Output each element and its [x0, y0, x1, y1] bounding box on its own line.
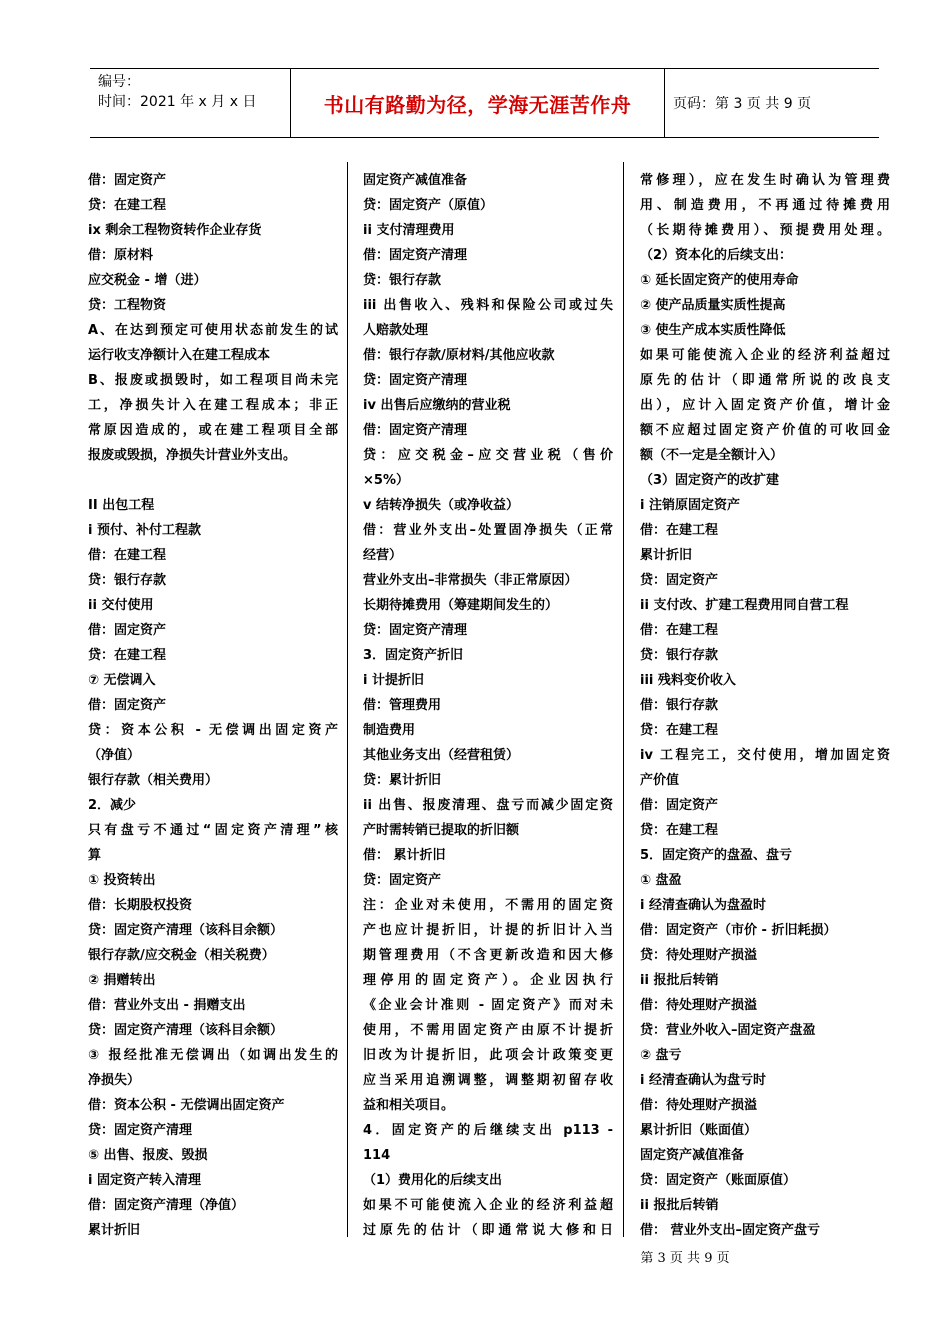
text-line: 用、制造费用，不再通过待摊费用 [640, 198, 890, 213]
text-line: 原先的估计（即通常所说的改良支 [640, 373, 890, 388]
text-line: 固定资产减值准备 [640, 1148, 745, 1163]
text-line: v 结转净损失（或净收益） [363, 498, 520, 513]
text-line: ×5%） [363, 473, 409, 488]
header-page-cell [665, 69, 879, 137]
text-line: B、报废或损毁时，如工程项目尚未完 [88, 373, 338, 388]
text-line: 贷：银行存款 [640, 648, 719, 663]
text-line: 应交税金 - 增（进） [88, 273, 207, 288]
text-line: 贷：固定资产 [363, 873, 442, 888]
text-line: ② 盘亏 [640, 1048, 682, 1063]
text-line: 贷：固定资产（账面原值） [640, 1173, 797, 1188]
text-line: 贷：固定资产清理 [363, 623, 468, 638]
text-line: 借：固定资产 [640, 798, 719, 813]
text-line: 借：银行存款/原材料/其他应收款 [363, 348, 555, 363]
text-line: 4．固定资产的后继续支出 p113 - [363, 1123, 613, 1138]
text-line: 借：原材料 [88, 248, 154, 263]
text-line: 借：固定资产清理（净值） [88, 1198, 245, 1213]
page-footer: 第 3 页 共 9 页 [640, 1251, 730, 1266]
text-line: 常原因造成的，或在建工程项目全部 [88, 423, 338, 438]
text-line: 贷：固定资产（原值） [363, 198, 494, 213]
text-line: 净损失） [88, 1073, 141, 1088]
text-line: 借：固定资产（市价 - 折旧耗损） [640, 923, 837, 938]
text-line: 借：在建工程 [88, 548, 167, 563]
text-line: 出），应计入固定资产价值，增计金 [640, 398, 890, 413]
text-line: i 经清查确认为盘亏时 [640, 1073, 766, 1088]
text-line: 如果不可能使流入企业的经济利益超 [363, 1198, 613, 1213]
text-line: 期管理费用（不含更新改造和因大修 [363, 948, 613, 963]
text-line: ii 交付使用 [88, 598, 154, 613]
text-line: 借：待处理财产损溢 [640, 1098, 758, 1113]
text-line: ③ 使生产成本实质性降低 [640, 323, 786, 338]
text-line: 银行存款（相关费用） [88, 773, 219, 788]
text-line: 人赔款处理 [363, 323, 429, 338]
text-line: ii 支付改、扩建工程费用同自营工程 [640, 598, 849, 613]
text-line: 借：资本公积 - 无偿调出固定资产 [88, 1098, 285, 1113]
text-line: 贷：营业外收入–固定资产盘盈 [640, 1023, 816, 1038]
text-line: （3）固定资产的改扩建 [640, 473, 780, 488]
text-line: i 注销原固定资产 [640, 498, 740, 513]
text-column-1 [88, 168, 338, 1243]
text-line: 益和相关项目。 [363, 1098, 455, 1113]
text-line: 贷：银行存款 [88, 573, 167, 588]
text-line: 借：固定资产 [88, 173, 167, 188]
text-line: iii 出售收入、残料和保险公司或过失 [363, 298, 613, 313]
text-line: ii 出售、报废清理、盘亏而减少固定资 [363, 798, 613, 813]
text-line: 运行收支净额计入在建工程成本 [88, 348, 271, 363]
column-divider [347, 162, 348, 1237]
text-line: 注：企业对未使用，不需用的固定资 [363, 898, 613, 913]
text-line: 贷：银行存款 [363, 273, 442, 288]
text-line: ② 捐赠转出 [88, 973, 156, 988]
text-line: 114 [363, 1148, 391, 1163]
time-line: 时间：2021 年 x 月 x 日 [98, 94, 257, 110]
text-line: 贷：待处理财产损溢 [640, 948, 758, 963]
text-line: 借：固定资产清理 [363, 423, 468, 438]
text-line: 借：营业外支出 - 捐赠支出 [88, 998, 246, 1013]
text-line: 借： 营业外支出–固定资产盘亏 [640, 1223, 821, 1238]
text-line: iv 出售后应缴纳的营业税 [363, 398, 511, 413]
text-line: 借： 累计折旧 [363, 848, 446, 863]
text-line: 贷：工程物资 [88, 298, 167, 313]
header-meta [90, 69, 290, 137]
text-line: 产价值 [640, 773, 680, 788]
text-line: （长期待摊费用）、预提费用处理。 [640, 223, 890, 238]
text-line: ② 使产品质量实质性提高 [640, 298, 786, 313]
text-line: ii 报批后转销 [640, 1198, 719, 1213]
text-line: 报废或毁损，净损失计营业外支出。 [88, 448, 297, 463]
text-line: 借：营业外支出–处置固净损失（正常 [363, 523, 613, 538]
page-info: 页码：第 3 页 共 9 页 [673, 96, 812, 112]
motto-text: 书山有路勤为径，学海无涯苦作舟 [323, 92, 632, 117]
text-line: 贷：固定资产清理（该科目余额） [88, 923, 284, 938]
text-column-2 [363, 168, 613, 1243]
text-line: i 经清查确认为盘盈时 [640, 898, 766, 913]
text-line: 累计折旧（账面值） [640, 1123, 758, 1138]
text-line: A、在达到预定可使用状态前发生的试 [88, 323, 338, 338]
text-line: 常修理），应在发生时确认为管理费 [640, 173, 890, 188]
text-line: ① 延长固定资产的使用寿命 [640, 273, 799, 288]
text-line: 过原先的估计（即通常说大修和日 [363, 1223, 613, 1238]
text-line: 贷：在建工程 [88, 198, 167, 213]
number-label: 编号： [98, 74, 140, 90]
text-line: 其他业务支出（经营租赁） [363, 748, 520, 763]
text-line: （2）资本化的后续支出： [640, 248, 793, 263]
text-line: 贷：固定资产 [640, 573, 719, 588]
text-line: 贷：在建工程 [640, 823, 719, 838]
text-line: 累计折旧 [88, 1223, 141, 1238]
text-line: 制造费用 [363, 723, 416, 738]
text-line: iii 残料变价收入 [640, 673, 736, 688]
text-line: 借：长期股权投资 [88, 898, 193, 913]
text-line: 贷：资本公积 - 无偿调出固定资产 [88, 723, 338, 738]
header-motto-cell [290, 69, 665, 137]
text-line: 额（不一定是全额计入） [640, 448, 784, 463]
text-line: 借：待处理财产损溢 [640, 998, 758, 1013]
text-line: 应当采用追溯调整，调整期初留存收 [363, 1073, 613, 1088]
text-line: 贷：固定资产清理 [363, 373, 468, 388]
text-line: ① 盘盈 [640, 873, 682, 888]
text-line: 产也应计提折旧，计提的折旧计入当 [363, 923, 613, 938]
text-line: i 固定资产转入清理 [88, 1173, 201, 1188]
text-line: i 计提折旧 [363, 673, 424, 688]
text-line: （净值） [88, 748, 141, 763]
text-line: 产时需转销已提取的折旧额 [363, 823, 520, 838]
text-line: （1）费用化的后续支出 [363, 1173, 503, 1188]
text-line: 固定资产减值准备 [363, 173, 468, 188]
text-line: 5．固定资产的盘盈、盘亏 [640, 848, 793, 863]
text-line: ③ 报经批准无偿调出（如调出发生的 [88, 1048, 338, 1063]
text-line: II 出包工程 [88, 498, 155, 513]
text-line: iv 工程完工，交付使用，增加固定资 [640, 748, 890, 763]
text-line: 借：固定资产 [88, 698, 167, 713]
text-line: 借：管理费用 [363, 698, 442, 713]
text-line: ⑤ 出售、报废、毁损 [88, 1148, 208, 1163]
text-line: ix 剩余工程物资转作企业存货 [88, 223, 262, 238]
text-line: 借：固定资产 [88, 623, 167, 638]
text-line: 累计折旧 [640, 548, 693, 563]
text-line: 算 [88, 848, 102, 863]
text-line: 使用，不需用固定资产由原不计提折 [363, 1023, 613, 1038]
text-line: ii 支付清理费用 [363, 223, 455, 238]
text-line: 2．减少 [88, 798, 137, 813]
text-line: 旧改为计提折旧，此项会计政策变更 [363, 1048, 613, 1063]
text-line: i 预付、补付工程款 [88, 523, 201, 538]
text-line: 银行存款/应交税金（相关税费） [88, 948, 275, 963]
text-line: 贷：在建工程 [640, 723, 719, 738]
page-header [90, 68, 879, 138]
text-line: 《企业会计准则 - 固定资产》而对未 [363, 998, 613, 1013]
text-line: 贷：在建工程 [88, 648, 167, 663]
text-column-3 [640, 168, 890, 1243]
text-line: 长期待摊费用（筹建期间发生的） [363, 598, 559, 613]
column-divider [623, 162, 624, 1237]
text-line: 贷：应交税金–应交营业税（售价 [363, 448, 613, 463]
text-line: 经营） [363, 548, 403, 563]
text-line: ii 报批后转销 [640, 973, 719, 988]
text-line: ⑦ 无偿调入 [88, 673, 156, 688]
text-line: 借：在建工程 [640, 523, 719, 538]
text-line [88, 468, 338, 493]
text-line: 3．固定资产折旧 [363, 648, 464, 663]
text-line: ① 投资转出 [88, 873, 156, 888]
text-line: 如果可能使流入企业的经济利益超过 [640, 348, 890, 363]
text-line: 额不应超过固定资产价值的可收回金 [640, 423, 890, 438]
text-line: 借：固定资产清理 [363, 248, 468, 263]
text-line: 贷：固定资产清理（该科目余额） [88, 1023, 284, 1038]
text-line: 工，净损失计入在建工程成本；非正 [88, 398, 338, 413]
text-line: 理停用的固定资产）。企业因执行 [363, 973, 613, 988]
text-line: 营业外支出–非常损失（非正常原因） [363, 573, 578, 588]
text-line: 借：在建工程 [640, 623, 719, 638]
text-line: 借：银行存款 [640, 698, 719, 713]
text-line: 贷：累计折旧 [363, 773, 442, 788]
text-line: 贷：固定资产清理 [88, 1123, 193, 1138]
text-line: 只有盘亏不通过“固定资产清理”核 [88, 823, 338, 838]
